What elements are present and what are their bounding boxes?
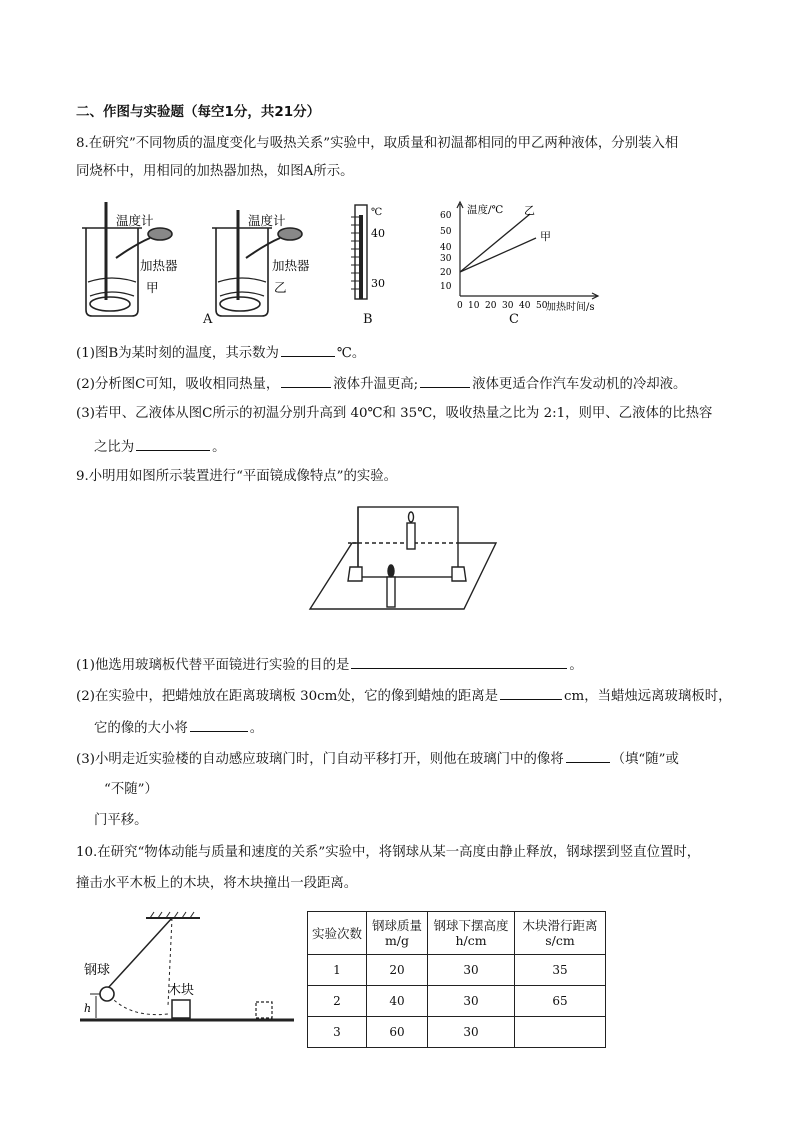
figure-b-tick-30: 30 <box>371 277 385 290</box>
q9-figure-mirror-setup <box>300 497 504 617</box>
cell-trial: 3 <box>308 1017 367 1048</box>
cell-height: 30 <box>428 1017 515 1048</box>
figure-b-tick-40: 40 <box>371 227 385 240</box>
y-tick-60: 60 <box>440 211 452 221</box>
table-header-row <box>308 912 606 955</box>
q8-figure-c <box>438 200 610 312</box>
block-label: 木块 <box>168 983 195 998</box>
x-tick-50: 50 <box>536 301 548 311</box>
candle <box>387 577 395 607</box>
beaker1-heater-label: 加热器 <box>140 258 178 273</box>
line-jia <box>460 238 536 272</box>
q8-p1-unit: ℃。 <box>336 346 366 361</box>
figure-c-xlabel: 加热时间/s <box>546 302 595 312</box>
beaker1-thermometer-label: 温度计 <box>116 213 154 228</box>
q9-p3-line2: “不随”） <box>104 782 158 797</box>
q8-p2-text-b: 液体升温更高; <box>333 377 419 392</box>
x-tick-40: 40 <box>519 301 531 311</box>
q8-figure-b <box>345 203 393 303</box>
q9-p2-line1 <box>76 686 732 706</box>
x-tick-10: 10 <box>468 301 480 311</box>
table-row <box>308 955 606 986</box>
q9-p2-text-b: cm，当蜡烛远离玻璃板时， <box>564 689 732 704</box>
cell-trial: 2 <box>308 986 367 1017</box>
table-row <box>308 1017 606 1048</box>
x-tick-0: 0 <box>457 301 463 311</box>
q9-p2-blank-1[interactable] <box>500 686 562 700</box>
q8-p2-text-a: (2)分析图C可知，吸收相同热量， <box>76 377 280 392</box>
figure-a-caption: A <box>203 312 213 327</box>
x-tick-30: 30 <box>502 301 514 311</box>
cell-distance: 65 <box>515 986 606 1017</box>
q8-p3-text: 之比为 <box>94 440 135 455</box>
q9-p2-text-c: 它的像的大小将 <box>94 721 188 736</box>
line-jia-label: 甲 <box>540 230 551 243</box>
q9-stem: 9.小明用如图所示装置进行“平面镜成像特点”的实验。 <box>76 469 398 484</box>
q9-p1 <box>76 655 583 675</box>
q9-p2-line2 <box>94 718 263 738</box>
table-row <box>308 986 606 1017</box>
cell-height: 30 <box>428 986 515 1017</box>
q8-p3-blank[interactable] <box>136 437 210 451</box>
q9-p2-end: 。 <box>249 721 264 736</box>
q9-p3-line1 <box>76 749 679 769</box>
header-trial: 实验次数 <box>308 912 367 955</box>
q8-stem-line1: 8.在研究”不同物质的温度变化与吸热关系”实验中，取质量和初温都相同的甲乙两种液体，分别装入相 <box>76 136 679 151</box>
cell-mass: 40 <box>367 986 428 1017</box>
figure-c-caption: C <box>509 312 519 327</box>
q9-p3-hint: （填“随”或 <box>611 752 679 767</box>
q8-p3-line1: (3)若甲、乙液体从图C所示的初温分别升高到 40℃和 35℃，吸收热量之比为 2:1，则甲、乙液体的比热容 <box>76 406 713 421</box>
y-tick-30: 30 <box>440 254 452 264</box>
y-tick-10: 10 <box>440 282 452 292</box>
cell-height: 30 <box>428 955 515 986</box>
cell-distance: 35 <box>515 955 606 986</box>
q10-figure-pendulum <box>76 906 298 1056</box>
flame <box>388 565 394 577</box>
x-tick-20: 20 <box>485 301 497 311</box>
cell-trial: 1 <box>308 955 367 986</box>
candle-image <box>407 523 415 549</box>
q8-p1-text: (1)图B为某时刻的温度，其示数为 <box>76 346 279 361</box>
figure-b-caption: B <box>363 312 373 327</box>
q8-stem-line2: 同烧杯中，用相同的加热器加热，如图A所示。 <box>76 164 354 179</box>
q9-p1-end: 。 <box>569 658 583 673</box>
q9-p1-blank[interactable] <box>351 655 567 669</box>
q8-p2 <box>76 374 686 394</box>
figure-b-unit: ℃ <box>371 207 383 218</box>
height-label: h <box>84 1002 92 1015</box>
q10-stem-line2: 撞击水平木板上的木块，将木块撞出一段距离。 <box>76 876 358 891</box>
q8-p3-end: 。 <box>212 440 226 455</box>
cell-mass: 60 <box>367 1017 428 1048</box>
beaker2-thermometer-label: 温度计 <box>248 213 286 228</box>
beaker2-heater-label: 加热器 <box>272 258 310 273</box>
q9-p3-text: (3)小明走近实验楼的自动感应玻璃门时，门自动平移打开，则他在玻璃门中的像将 <box>76 752 564 767</box>
beaker2-liquid-label: 乙 <box>274 280 287 295</box>
q9-p2-text-a: (2)在实验中，把蜡烛放在距离玻璃板 30cm处，它的像到蜡烛的距离是 <box>76 689 499 704</box>
q10-stem-line1: 10.在研究“物体动能与质量和速度的关系”实验中，将钢球从某一高度由静止释放，钢球摆到竖直位置时， <box>76 845 701 860</box>
cell-distance-blank[interactable] <box>515 1017 606 1048</box>
line-yi <box>460 214 530 272</box>
steel-ball <box>100 987 114 1001</box>
q8-p2-text-c: 液体更适合作汽车发动机的冷却液。 <box>472 377 687 392</box>
q10-data-table <box>307 911 606 1048</box>
y-tick-50: 50 <box>440 227 452 237</box>
line-yi-label: 乙 <box>524 204 535 217</box>
q8-figure-a <box>76 198 326 330</box>
figure-c-ylabel: 温度/℃ <box>467 204 504 216</box>
pendulum-string <box>108 918 172 988</box>
q8-p1-blank[interactable] <box>281 343 335 357</box>
q8-p3-line2 <box>94 437 226 457</box>
section-heading: 二、作图与实验题（每空1分，共21分） <box>76 104 321 120</box>
beaker1-liquid-label: 甲 <box>146 280 159 295</box>
block-final-position <box>256 1002 272 1018</box>
q8-p1 <box>76 343 365 363</box>
q9-p3-blank[interactable] <box>566 749 610 763</box>
ball-label: 钢球 <box>84 963 111 978</box>
q9-p2-blank-2[interactable] <box>190 718 248 732</box>
wood-block <box>172 1000 190 1018</box>
q9-p1-text: (1)他选用玻璃板代替平面镜进行实验的目的是 <box>76 658 350 673</box>
q9-p3-line3: 门平移。 <box>94 813 148 828</box>
header-height: 钢球下摆高度 h/cm <box>428 912 515 955</box>
q8-p2-blank-1[interactable] <box>281 374 331 388</box>
y-tick-20: 20 <box>440 268 452 278</box>
cell-mass: 20 <box>367 955 428 986</box>
y-tick-40: 40 <box>440 243 452 253</box>
header-mass: 钢球质量 m/g <box>367 912 428 955</box>
header-distance: 木块滑行距离 s/cm <box>515 912 606 955</box>
q8-p2-blank-2[interactable] <box>420 374 470 388</box>
